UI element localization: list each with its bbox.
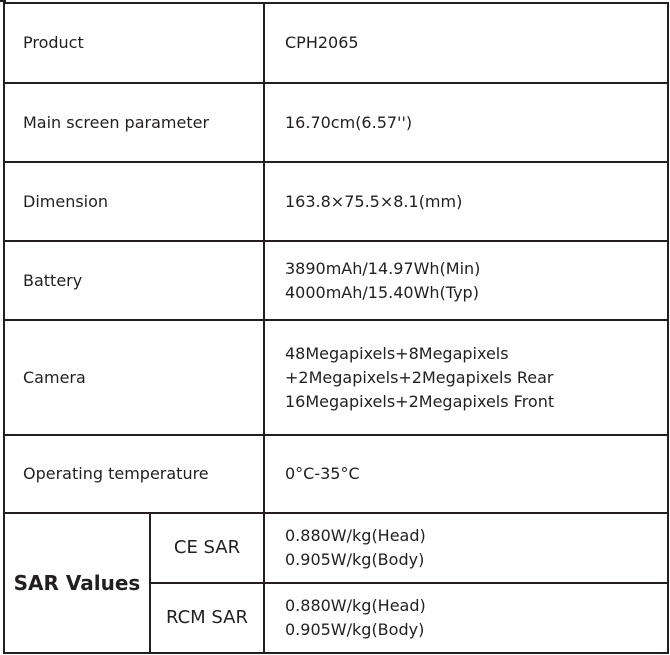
sar-values-label: SAR Values	[4, 513, 150, 653]
rcm-sar-value	[264, 583, 668, 653]
table-row-ce-sar	[4, 513, 668, 583]
product-value-line: CPH2065	[285, 33, 359, 52]
battery-label: Battery	[4, 241, 264, 320]
rcm-sar-head: 0.880W/kg(Head)	[285, 596, 426, 615]
product-label: Product	[4, 3, 264, 83]
spec-sheet	[3, 2, 667, 653]
rcm-sar-body: 0.905W/kg(Body)	[285, 620, 425, 639]
table-row-screen	[4, 83, 668, 162]
camera-value-line: 16Megapixels+2Megapixels Front	[285, 391, 555, 411]
ce-sar-head: 0.880W/kg(Head)	[285, 526, 426, 545]
temperature-value	[264, 435, 668, 513]
table-row-battery	[4, 241, 668, 320]
battery-value-line: 3890mAh/14.97Wh(Min)	[285, 258, 481, 278]
screen-value	[264, 83, 668, 162]
table-row-product	[4, 3, 668, 83]
camera-value-line: 48Megapixels+8Megapixels	[285, 343, 509, 363]
table-row-dimension	[4, 162, 668, 241]
ce-sar-value	[264, 513, 668, 583]
spec-table	[3, 2, 669, 654]
battery-value-line: 4000mAh/15.40Wh(Typ)	[285, 282, 479, 302]
battery-value	[264, 241, 668, 320]
dimension-value	[264, 162, 668, 241]
product-value	[264, 3, 668, 83]
temperature-label: Operating temperature	[4, 435, 264, 513]
temperature-value-line: 0°C-35°C	[285, 464, 360, 483]
screen-label: Main screen parameter	[4, 83, 264, 162]
dimension-value-line: 163.8×75.5×8.1(mm)	[285, 191, 463, 211]
table-row-camera	[4, 320, 668, 435]
dimension-label: Dimension	[4, 162, 264, 241]
camera-value	[264, 320, 668, 435]
rcm-sar-label: RCM SAR	[150, 583, 264, 653]
camera-value-line: +2Megapixels+2Megapixels Rear	[285, 367, 554, 387]
ce-sar-label: CE SAR	[150, 513, 264, 583]
camera-label: Camera	[4, 320, 264, 435]
table-row-temperature	[4, 435, 668, 513]
ce-sar-body: 0.905W/kg(Body)	[285, 550, 425, 569]
screen-value-line: 16.70cm(6.57'')	[285, 112, 413, 132]
